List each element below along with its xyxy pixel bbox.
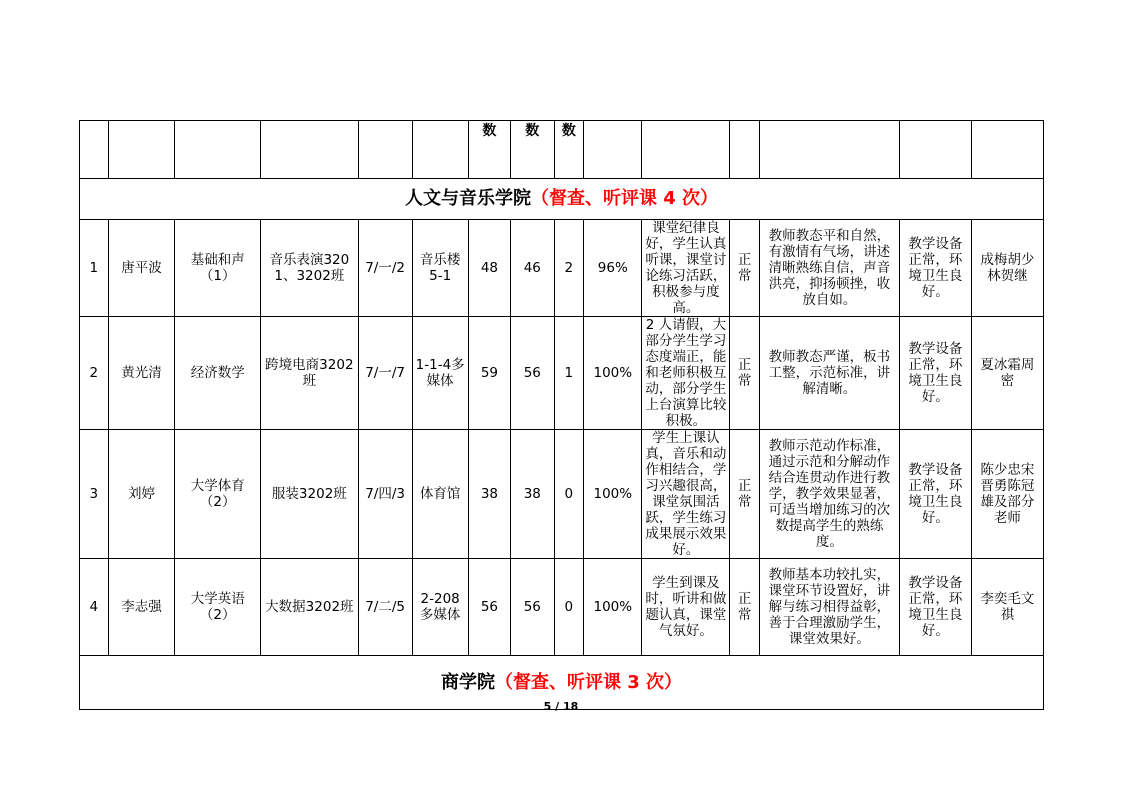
inspectors: 李奕毛文祺: [971, 559, 1043, 656]
header-cell-actual: 数: [511, 121, 554, 179]
classroom: 音乐楼 5-1: [412, 220, 468, 317]
teacher-name: 唐平波: [108, 220, 175, 317]
table-row: [80, 317, 1044, 430]
course-name: 大学英语（2）: [175, 559, 261, 656]
course-name: 经济数学: [175, 317, 261, 430]
equipment-status: 教学设备正常，环境卫生良好。: [899, 430, 971, 559]
header-row: [80, 121, 1044, 179]
actual-count: 56: [511, 559, 554, 656]
classroom: 1-1-4多媒体: [412, 317, 468, 430]
teaching-evaluation: 教师示范动作标准，通过示范和分解动作结合连贯动作进行教学，教学效果显著，可适当增加练习的次数提高学生的熟练度。: [760, 430, 900, 559]
header-cell-absent: 数: [554, 121, 584, 179]
header-cell-expected: 数: [468, 121, 510, 179]
row-number: 2: [80, 317, 109, 430]
teacher-name: 李志强: [108, 559, 175, 656]
section-note: （督查、听评课 3 次）: [494, 671, 683, 693]
inspectors: 成梅胡少林贺继: [971, 220, 1043, 317]
class-name: 跨境电商3202班: [261, 317, 358, 430]
class-name: 音乐表演3201、3202班: [261, 220, 358, 317]
teaching-evaluation: 教师教态严谨，板书工整，示范标准，讲解清晰。: [760, 317, 900, 430]
attendance-rate: 100%: [584, 317, 642, 430]
student-status: 学生到课及时，听讲和做题认真，课堂气氛好。: [642, 559, 730, 656]
actual-count: 46: [511, 220, 554, 317]
table-row: [80, 220, 1044, 317]
row-number: 3: [80, 430, 109, 559]
teacher-name: 黄光清: [108, 317, 175, 430]
expected-count: 56: [468, 559, 510, 656]
classroom: 体育馆: [412, 430, 468, 559]
table-row: [80, 430, 1044, 559]
student-status: 学生上课认真，音乐和动作相结合，学习兴趣很高，课堂氛围活跃，学生练习成果展示效果好。: [642, 430, 730, 559]
student-status: 2 人请假，大部分学生学习态度端正，能和老师积极互动，部分学生上台演算比较积极。: [642, 317, 730, 430]
class-time: 7/一/2: [358, 220, 412, 317]
teacher-name: 刘婷: [108, 430, 175, 559]
class-time: 7/二/5: [358, 559, 412, 656]
section-header: [80, 179, 1044, 220]
row-number: 4: [80, 559, 109, 656]
attendance-rate: 100%: [584, 559, 642, 656]
expected-count: 48: [468, 220, 510, 317]
course-name: 基础和声（1）: [175, 220, 261, 317]
attendance-rate: 96%: [584, 220, 642, 317]
class-time: 7/四/3: [358, 430, 412, 559]
course-name: 大学体育（2）: [175, 430, 261, 559]
teaching-evaluation: 教师基本功较扎实，课堂环节设置好，讲解与练习相得益彰，善于合理激励学生，课堂效果好。: [760, 559, 900, 656]
expected-count: 59: [468, 317, 510, 430]
class-order: 正常: [730, 430, 760, 559]
equipment-status: 教学设备正常，环境卫生良好。: [899, 559, 971, 656]
inspection-table: [79, 120, 1044, 710]
class-order: 正常: [730, 559, 760, 656]
student-status: 课堂纪律良好，学生认真听课，课堂讨论练习活跃，积极参与度高。: [642, 220, 730, 317]
attendance-rate: 100%: [584, 430, 642, 559]
expected-count: 38: [468, 430, 510, 559]
classroom: 2-208多媒体: [412, 559, 468, 656]
actual-count: 56: [511, 317, 554, 430]
absent-count: 2: [554, 220, 584, 317]
absent-count: 1: [554, 317, 584, 430]
inspectors: 夏冰霜周密: [971, 317, 1043, 430]
table-row: [80, 559, 1044, 656]
page-number: 5 / 18: [543, 700, 579, 713]
class-order: 正常: [730, 220, 760, 317]
class-order: 正常: [730, 317, 760, 430]
class-name: 大数据3202班: [261, 559, 358, 656]
section-title: 商学院: [440, 671, 495, 693]
absent-count: 0: [554, 430, 584, 559]
section-note: （督查、听评课 4 次）: [530, 188, 719, 209]
class-time: 7/一/7: [358, 317, 412, 430]
absent-count: 0: [554, 559, 584, 656]
actual-count: 38: [511, 430, 554, 559]
equipment-status: 教学设备正常，环境卫生良好。: [899, 220, 971, 317]
inspectors: 陈少忠宋晋勇陈冠雄及部分老师: [971, 430, 1043, 559]
class-name: 服装3202班: [261, 430, 358, 559]
row-number: 1: [80, 220, 109, 317]
teaching-evaluation: 教师教态平和自然，有激情有气场，讲述清晰熟练自信，声音洪亮，抑扬顿挫，收放自如。: [760, 220, 900, 317]
equipment-status: 教学设备正常，环境卫生良好。: [899, 317, 971, 430]
section-title: 人文与音乐学院: [404, 188, 531, 209]
